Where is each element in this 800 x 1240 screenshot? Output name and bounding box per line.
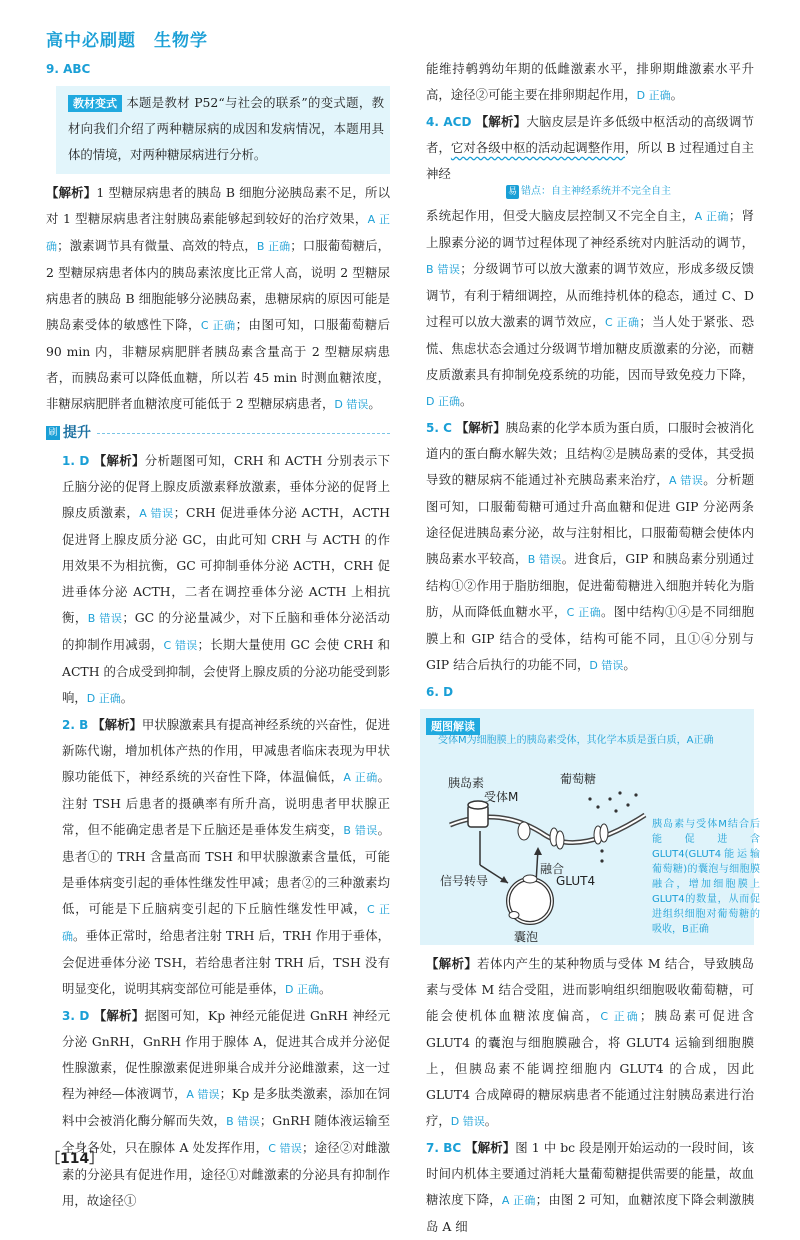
brush-icon: 刷 [46, 426, 60, 440]
page-header-title: 高中必刷题 生物学 [46, 31, 208, 51]
error-prone-note: 易 错点：自主神经系统并不完全自主 [508, 186, 672, 197]
question-3: 3. D 【解析】据图可知，Kp 神经元能促进 GnRH 神经元分泌 GnRH，GnRH 作用于腺体 A，促进其合成并分泌促性腺激素，促性腺激素促进卵巢合成并分泌雌激素，这一过程为神经—体液调节，A 错误；Kp 是多肽类激素，添加在饲料中会被消化酶分解而失效，B 错误；GnRH 随体液运输至全身各处，只在腺体 A 处发挥作用，C 错误；途径②对雌激素的分泌具有促进作用，途径①对雌激素的分泌具有抑制作用，故途径① [62, 1008, 391, 1208]
question-7: 7. BC 【解析】图 1 中 bc 段是刚开始运动的一段时间，该时间内机体主要通过消耗大量葡萄糖提供需要的能量，故血糖浓度下降，A 正确；由图 2 可知，血糖浓度下降会刺激胰岛 A 细 [426, 1140, 755, 1234]
label-vesicle: 囊泡 [514, 930, 539, 944]
answer-mark: B 正确 [256, 240, 291, 253]
right-column [410, 56, 760, 1240]
label-glucose: 葡萄糖 [560, 772, 597, 786]
figure-interpretation-box [420, 709, 760, 945]
section-header-tisheng [46, 420, 390, 446]
figure-label: 题图解读 [426, 718, 480, 735]
section-title: 提升 [63, 425, 91, 441]
textbook-variant-text: 本题是教材 P52“与社会的联系”的变式题，教材向我们介绍了两种糖尿病的成因和发病情况，本题用具体的情境，对两种糖尿病进行分析。 [68, 95, 384, 162]
textbook-variant-label: 教材变式 [68, 95, 122, 112]
question-number: 9. ABC [46, 62, 91, 76]
answer-mark: A 正确 [46, 213, 390, 253]
section-divider [97, 433, 390, 434]
question-2: 2. B 【解析】甲状腺激素具有提高神经系统的兴奋性，促进新陈代谢，增加机体产热的作用，甲减患者临床表现为甲状腺功能低下，神经系统的兴奋性下降，体温偏低，A 正确。注射 TSH 后患者的摄碘率有所升高，说明患者甲状腺正常，但不能确定患者是下丘脑还是垂体发生病变，B 错误。患者①的 TRH 含量高而 TSH 和甲状腺激素含量低，可能是垂体病变引起的垂体性继发性甲减；患者②的三种激素均低，可能是下丘脑病变引起的下丘脑性继发性甲减，C 正确。垂体正常时，给患者注射 TRH 后，TRH 作用于垂体，会促进垂体分泌 TSH，若给患者注射 TRH 后，TSH 没有明显变化，说明其病变部位可能是垂体，D 正确。 [62, 717, 391, 996]
key-phrase: 它对各级中枢的活动起调整作用 [450, 140, 626, 155]
figure-annotation-top: 受体M为细胞膜上的胰岛素受体，其化学本质是蛋白质，A正确 [438, 735, 714, 746]
answer-mark: C 正确 [200, 319, 236, 332]
question-4: 4. ACD 【解析】大脑皮层是许多低级中枢活动的高级调节者，它对各级中枢的活动起调整作用，所以 B 过程通过自主神经 易 错点：自主神经系统并不完全自主 系统起作用，但受大脑皮层控制又不完全自主，A 正确；肾上腺素分泌的调节过程体现了神经系统对内脏活动的调节，B 错误；分级调节可以放大激素的调节效应，形成多级反馈调节，有利于精细调控，从而维持机体的稳态，通过 C、D 过程可以放大激素的调节效应，C 正确；当人处于紧张、恐慌、焦虑状态会通过分级调节增加糖皮质激素的分泌，而糖皮质激素具有抑制免疫系统的功能，因而导致免疫力下降，D 正确。 [426, 114, 755, 408]
insulin-signaling-diagram [440, 765, 650, 944]
question-5: 5. C 【解析】胰岛素的化学本质为蛋白质，口服时会被消化道内的蛋白酶水解失效；且结构②是胰岛素的受体，其受损导致的糖尿病不能通过补充胰岛素来治疗，A 错误。分析题图可知，口服葡萄糖可通过升高血糖和促进 GIP 分泌两条途径促进胰岛素分泌，故与注射相比，口服葡萄糖会使体内胰岛素水平较高，B 错误。进食后，GIP 和胰岛素分别通过结构①②作用于脂肪细胞，促进葡萄糖进入细胞并转化为脂肪，从而降低血糖水平，C 正确。图中结构①④是不同细胞膜上和 GIP 结合的受体，结构可能不同，且①④分别与 GIP 结合后执行的功能不同，D 错误。 [426, 420, 755, 672]
left-column [46, 56, 390, 1214]
question-6: 6. D 题图解读 受体M为细胞膜上的胰岛素受体，其化学本质是蛋白质，A正确 胰岛素 受体M 葡萄糖 信号转导 融合 GLUT4 囊泡 胰岛素与受体M结合后能促进含GLUT4(GLUT4能运输葡萄糖)的囊泡与细胞膜融合，增加细胞膜上GLUT4的数量，从而促进组织细胞对葡萄糖的吸收，B正确 【解析】若体内产生的某种物质与受体 M 结合，导致胰岛素与受体 M 结合受阻，进而影响组织细胞吸收葡萄糖，可能会使机体血糖浓度偏高，C 正确；胰岛素可促进含 GLUT4 的囊泡与细胞膜融合，将 GLUT4 运输到细胞膜上，但胰岛素不能调控细胞内 GLUT4 的合成，因此 GLUT4 合成障碍的糖尿病患者不能通过注射胰岛素进行治疗，D 错误。 [410, 679, 754, 1135]
label-fusion: 融合 [540, 862, 565, 876]
answer-mark: D 错误 [334, 398, 369, 411]
label-receptor-m: 受体M [484, 790, 519, 804]
question-9 [46, 56, 390, 418]
error-note-icon: 易 [508, 187, 518, 197]
figure-annotation-right: 胰岛素与受体M结合后能促进含GLUT4(GLUT4能运输葡萄糖)的囊泡与细胞膜融合，增加细胞膜上GLUT4的数量，从而促进组织细胞对葡萄糖的吸收，B正确 [652, 819, 760, 935]
label-insulin: 胰岛素 [448, 776, 485, 790]
label-signal-transduction: 信号转导 [440, 874, 489, 888]
question-1: 1. D 【解析】分析题图可知，CRH 和 ACTH 分别表示下丘脑分泌的促肾上腺皮质激素释放激素，垂体分泌的促肾上腺皮质激素，A 错误；CRH 促进垂体分泌 ACTH，ACTH 促进肾上腺皮质分泌 GC，由此可知 CRH 与 ACTH 的作用效果不为相抗衡，GC 可抑制垂体分泌 ACTH，CRH 促进垂体分泌 ACTH，二者在调控垂体分泌 ACTH 上相抗衡，B 错误；GC 的分泌量减少，对下丘脑和垂体分泌活动的抑制作用减弱，C 错误；长期大量使用 GC 会使 CRH 和 ACTH 的合成受到抑制，会使肾上腺皮质的分泌功能受到影响，D 正确。 [62, 453, 391, 705]
question-3-continued: 能维持鹌鹑幼年期的低雌激素水平，排卵期雌激素水平升高，途径②可能主要在排卵期起作用，D 正确。 [426, 61, 754, 102]
analysis-paragraph: 【解析】1 型糖尿病患者的胰岛 B 细胞分泌胰岛素不足，所以对 1 型糖尿病患者注射胰岛素能够起到较好的治疗效果，A 正确；激素调节具有微量、高效的特点，B 正确；口服葡萄糖后，2 型糖尿病患者体内的胰岛素浓度比正常人高，说明 2 型糖尿病患者的胰岛 B 细胞能够分泌胰岛素，患糖尿病的原因可能是胰岛素受体的敏感性下降，C 正确；由图可知，口服葡萄糖后 90 min 内，非糖尿病肥胖者胰岛素含量高于 2 型糖尿病患者，而胰岛素可以降低血糖，所以若 45 min 时测血糖浓度，非糖尿病肥胖者血糖浓度可能低于 2 型糖尿病患者，D 错误。 [46, 185, 391, 411]
label-glut4: GLUT4 [556, 874, 596, 888]
textbook-variant-box [56, 86, 390, 174]
page-number: ［114］ [46, 1151, 104, 1167]
